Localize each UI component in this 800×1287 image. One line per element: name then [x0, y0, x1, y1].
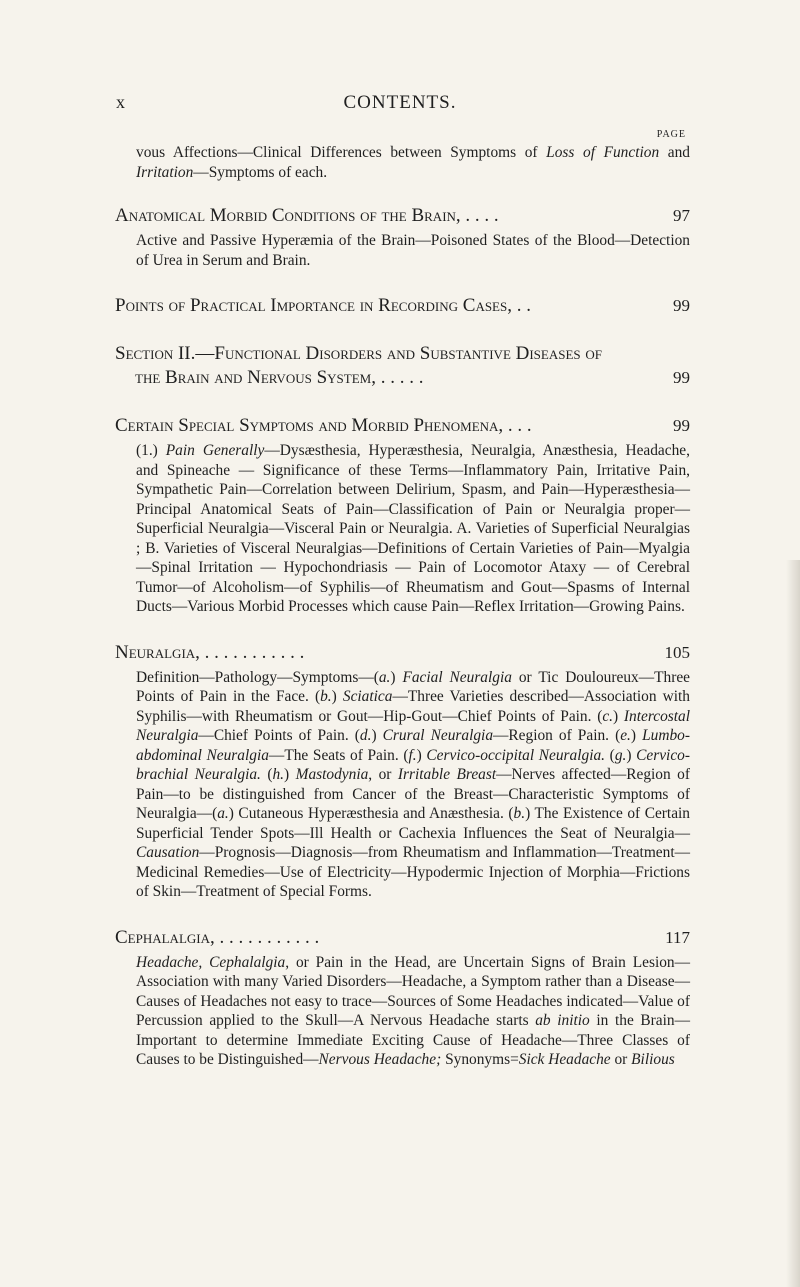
running-head: [0, 92, 800, 118]
entry-body: (1.) Pain Generally—Dysæsthesia, Hyperæsthesia, Neuralgia, Anæsthesia, Headache, and Spineache — Significance of these Terms—Inflammatory Pain, Irritative Pain, Sympathetic Pain—Correlation between Delirium, Spasm, and Pain—Hyperæsthesia—Principal Anatomical Seats of Pain—Classification of Pain or Neuralgia proper—Superficial Neuralgia—Visceral Pain or Neuralgia. A. Varieties of Superficial Neuralgias ; B. Varieties of Visceral Neuralgias—Definitions of Certain Varieties of Pain—Myalgia—Spinal Irritation — Hypochondriasis — Pain of Locomotor Ataxy — of Cerebral Tumor—of Alcoholism—of Syphilis—of Rheumatism and Gout—Spasms of Internal Ducts—Various Morbid Processes which cause Pain—Reflex Irritation—Growing Pains.: [136, 442, 690, 615]
contents-entry-section-ii: [115, 342, 690, 390]
entry-body: Definition—Pathology—Symptoms—(a.) Facial Neuralgia or Tic Douloureux—Three Points of Pain in the Face. (b.) Sciatica—Three Varieties described—Association with Syphilis—with Rheumatism or Gout—Hip-Gout—Chief Points of Pain. (c.) Intercostal Neuralgia—Chief Points of Pain. (d.) Crural Neuralgia—Region of Pain. (e.) Lumbo-abdominal Neuralgia—The Seats of Pain. (f.) Cervico-occipital Neuralgia. (g.) Cervico-brachial Neuralgia. (h.) Mastodynia, or Irritable Breast—Nerves affected—Region of Pain—to be distinguished from Cancer of the Breast—Characteristic Symptoms of Neuralgia—(a.) Cutaneous Hyperæsthesia and Anæsthesia. (b.) The Existence of Certain Superficial Tender Spots—Ill Health or Cachexia Influences the Seat of Neuralgia—Causation—Prognosis—Diagnosis—from Rheumatism and Inflammation—Treatment—Medicinal Remedies—Use of Electricity—Hypodermic Injection of Morphia—Frictions of Skin—Treatment of Special Forms.: [136, 668, 690, 900]
entry-page-number: 99: [673, 296, 690, 315]
page-edge-shadow: [786, 560, 800, 1287]
entry-heading: Section II.—Functional Disorders and Substantive Diseases of the Brain and Nervous System, . . . . . 99: [115, 343, 690, 388]
page-column-label: PAGE: [656, 129, 686, 140]
contents-entry-neuralgia: [115, 641, 690, 902]
contents-entry-points: [115, 294, 690, 318]
entry-heading: Neuralgia, . . . . . . . . . . . 105: [115, 641, 690, 663]
entry-heading: Points of Practical Importance in Recording Cases, . . 99: [115, 295, 690, 316]
entry-body: Headache, Cephalalgia, or Pain in the Head, are Uncertain Signs of Brain Lesion—Association with many Varied Disorders—Headache, a Symptom rather than a Disease—Causes of Headaches not easy to trace—Sources of Some Headaches indicated—Value of Percussion applied to the Skull—A Nervous Headache starts ab initio in the Brain—Important to determine Immediate Exciting Cause of Headache—Three Classes of Causes to be Distinguished—Nervous Headache; Synonyms=Sick Headache or Bilious: [136, 953, 690, 1068]
contents-entry-anatomical: [115, 204, 690, 270]
entry-page-number: 105: [664, 642, 690, 662]
entry-body: Active and Passive Hyperæmia of the Brain—Poisoned States of the Blood—Detection of Urea in Serum and Brain.: [136, 232, 690, 269]
page-folio: x: [116, 92, 125, 112]
contents-list: [115, 143, 690, 1070]
entry-page-number: 117: [665, 927, 690, 947]
entry-heading: Anatomical Morbid Conditions of the Brain, . . . . 97: [115, 205, 690, 226]
running-title: CONTENTS.: [343, 92, 457, 113]
continuation-text: vous Affections—Clinical Differences between Symptoms of Loss of Function and Irritation—Symptoms of each.: [136, 144, 690, 181]
contents-entry-special-symptoms: [115, 414, 690, 617]
entry-page-number: 97: [673, 206, 690, 225]
entry-page-number: 99: [673, 368, 690, 387]
contents-entry-cephalalgia: [115, 926, 690, 1070]
entry-heading: Cephalalgia, . . . . . . . . . . . 117: [115, 926, 690, 948]
entry-heading: Certain Special Symptoms and Morbid Phenomena, . . . 99: [115, 415, 690, 436]
entry-page-number: 99: [673, 416, 690, 435]
